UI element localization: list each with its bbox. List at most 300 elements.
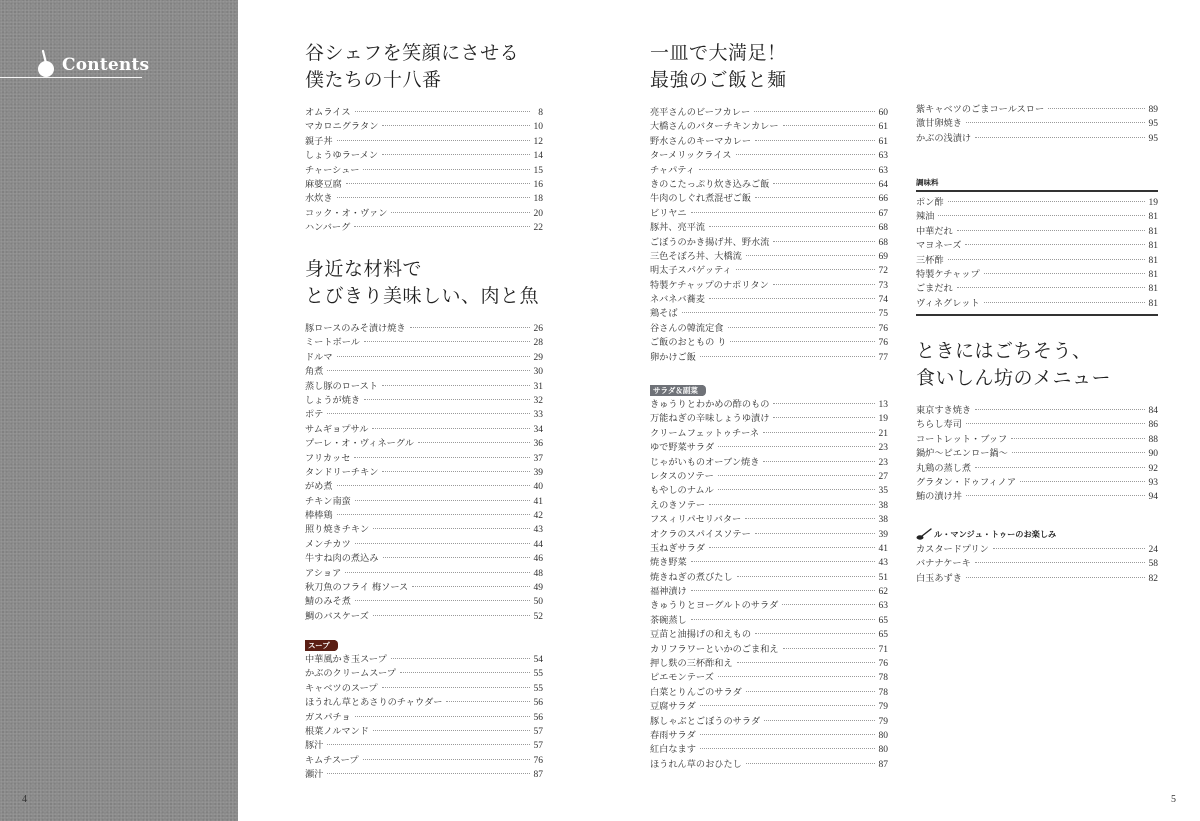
toc-entry: [916, 572, 1158, 586]
right-page-number: 5: [1171, 794, 1176, 805]
entry-title: フリカッセ: [305, 452, 351, 464]
dotted-leader: [736, 269, 875, 270]
toc-entry: [305, 466, 543, 480]
dotted-leader: [400, 672, 530, 673]
toc-entry: [650, 528, 888, 542]
dotted-leader: [691, 619, 875, 620]
entry-title: 麻婆豆腐: [305, 178, 342, 190]
entry-page-number: 68: [878, 237, 888, 248]
toc-list: [916, 543, 1158, 586]
entry-page-number: 57: [533, 726, 543, 737]
toc-entry: [650, 398, 888, 412]
section-soup: [305, 633, 543, 783]
toc-entry: [916, 254, 1158, 268]
section-heading: 谷シェフを笑顔にさせる 僕たちの十八番: [305, 42, 520, 91]
entry-page-number: 65: [878, 615, 888, 626]
dotted-leader: [355, 716, 530, 717]
entry-title: 辣油: [916, 211, 935, 223]
entry-page-number: 43: [878, 558, 888, 569]
dotted-leader: [966, 495, 1145, 496]
entry-title: ネバネバ蕎麦: [650, 294, 705, 306]
dotted-leader: [700, 705, 875, 706]
dotted-leader: [1048, 108, 1145, 109]
entry-title: 水炊き: [305, 193, 333, 205]
entry-title: オムライス: [305, 107, 351, 118]
toc-entry: [916, 225, 1158, 239]
entry-title: アショア: [305, 567, 342, 579]
entry-title: バナナケーキ: [916, 558, 971, 570]
dotted-leader: [966, 423, 1145, 424]
dotted-leader: [773, 417, 875, 418]
dotted-leader: [355, 543, 530, 544]
dotted-leader: [700, 356, 875, 357]
toc-entry: [650, 657, 888, 671]
dotted-leader: [382, 471, 530, 472]
toc-list: [305, 653, 543, 783]
dotted-leader: [754, 111, 875, 112]
dotted-leader: [373, 615, 530, 616]
dotted-leader: [763, 432, 875, 433]
toc-list: [916, 192, 1158, 316]
entry-title: しょうが焼き: [305, 394, 361, 406]
entry-page-number: 95: [1148, 133, 1158, 144]
dotted-leader: [1012, 452, 1145, 453]
entry-page-number: 81: [1148, 212, 1158, 223]
dotted-leader: [745, 518, 875, 519]
toc-entry: [916, 476, 1158, 490]
entry-title: がめ煮: [305, 481, 333, 493]
entry-page-number: 36: [533, 439, 543, 450]
toc-entry: [650, 585, 888, 599]
dotted-leader: [355, 111, 530, 112]
toc-entry: [916, 418, 1158, 432]
dotted-leader: [737, 662, 875, 663]
entry-title: かぶの浅漬け: [916, 132, 972, 144]
entry-title: きゅうりとヨーグルトのサラダ: [650, 600, 779, 612]
entry-page-number: 44: [533, 539, 543, 550]
dotted-leader: [755, 197, 875, 198]
section-meat-fish: [305, 256, 543, 624]
entry-page-number: 66: [878, 194, 888, 205]
dotted-leader: [337, 356, 530, 357]
toc-entry: [650, 192, 888, 206]
dotted-leader: [957, 287, 1145, 288]
toc-entry: [650, 264, 888, 278]
section-signature-dishes: [305, 40, 543, 236]
entry-title: 野水さんのキーマカレー: [650, 135, 752, 147]
entry-page-number: 21: [878, 428, 888, 439]
entry-page-number: 90: [1148, 449, 1158, 460]
dotted-leader: [327, 773, 530, 774]
toc-entry: [916, 196, 1158, 210]
toc-entry: [916, 543, 1158, 557]
dotted-leader: [691, 212, 875, 213]
entry-title: レタスのソテー: [650, 470, 714, 482]
dotted-leader: [755, 533, 875, 534]
entry-page-number: 23: [878, 457, 888, 468]
entry-title: 豚丼、亮平流: [650, 222, 706, 234]
dotted-leader: [773, 241, 875, 242]
section-salad-sides: [650, 378, 888, 772]
entry-title: ポン酢: [916, 197, 944, 208]
entry-page-number: 81: [1148, 255, 1158, 266]
toc-entry: [916, 462, 1158, 476]
entry-title: グラタン・ドゥフィノア: [916, 476, 1017, 488]
entry-title: 三杯酢: [916, 254, 944, 266]
entry-title: キムチスープ: [305, 754, 359, 766]
entry-title: カスタードプリン: [916, 544, 989, 555]
dotted-leader: [718, 489, 875, 490]
entry-title: 紅白なます: [650, 744, 696, 756]
entry-title: ヴィネグレット: [916, 297, 980, 309]
toc-entry: [305, 682, 543, 696]
entry-page-number: 65: [878, 630, 888, 641]
dotted-leader: [337, 514, 530, 515]
entry-page-number: 42: [533, 511, 543, 522]
dotted-leader: [382, 687, 530, 688]
entry-page-number: 54: [533, 655, 543, 665]
entry-page-number: 92: [1148, 463, 1158, 474]
dotted-leader: [354, 226, 530, 227]
toc-entry: [305, 696, 543, 710]
dotted-leader: [975, 409, 1145, 410]
dotted-leader: [391, 658, 530, 659]
dotted-leader: [730, 341, 875, 342]
dotted-leader: [1011, 438, 1145, 439]
dotted-leader: [709, 547, 875, 548]
entry-page-number: 87: [878, 759, 888, 770]
toc-entry: [305, 380, 543, 394]
dotted-leader: [382, 125, 530, 126]
toc-entry: [650, 412, 888, 426]
entry-page-number: 55: [533, 669, 543, 680]
entry-title: 牛すね肉の煮込み: [305, 553, 379, 565]
entry-title: フスィリパセリバター: [650, 514, 742, 526]
toc-entry: [305, 149, 543, 163]
dotted-leader: [783, 648, 875, 649]
toc-entry: [650, 135, 888, 149]
dotted-leader: [773, 403, 875, 404]
dotted-leader: [337, 197, 530, 198]
entry-title: ご飯のおともの り: [650, 337, 727, 349]
dotted-leader: [346, 183, 530, 184]
entry-title: キャベツのスープ: [305, 682, 378, 694]
entry-title: 白玉あずき: [916, 572, 962, 584]
entry-page-number: 39: [878, 529, 888, 540]
entry-title: かぶのクリームスープ: [305, 668, 396, 680]
entry-title: 親子丼: [305, 135, 333, 147]
section-special-menu: [916, 338, 1158, 505]
dotted-leader: [691, 561, 875, 562]
dotted-leader: [718, 676, 875, 677]
entry-title: 特製ケチャップ: [916, 268, 980, 280]
entry-page-number: 43: [533, 525, 543, 536]
entry-page-number: 18: [533, 194, 543, 205]
entry-page-number: 62: [878, 587, 888, 598]
entry-title: しょうゆラーメン: [305, 150, 379, 162]
entry-title: 鯛のバスケーズ: [305, 610, 369, 622]
toc-entry: [305, 725, 543, 739]
entry-page-number: 24: [1148, 545, 1158, 555]
toc-entry: [650, 207, 888, 221]
toc-entry: [305, 768, 543, 782]
toc-entry: [305, 495, 543, 509]
entry-page-number: 46: [533, 554, 543, 565]
section-seasoning: [916, 177, 1158, 316]
entry-page-number: 56: [533, 698, 543, 709]
entry-title: 福神漬け: [650, 586, 687, 598]
entry-page-number: 49: [533, 583, 543, 594]
entry-page-number: 75: [878, 309, 888, 320]
entry-title: ミートボール: [305, 337, 360, 349]
entry-title: 特製ケチャップのナポリタン: [650, 279, 769, 291]
entry-page-number: 40: [533, 482, 543, 493]
section-treats: [916, 527, 1158, 586]
entry-page-number: 41: [533, 496, 543, 507]
entry-title: 豆腐サラダ: [650, 701, 696, 713]
entry-title: チャーシュー: [305, 164, 360, 176]
entry-page-number: 61: [878, 136, 888, 147]
toc-entry: [305, 423, 543, 437]
entry-page-number: 72: [878, 266, 888, 277]
toc-entry: [650, 729, 888, 743]
entry-page-number: 28: [533, 338, 543, 349]
dotted-leader: [975, 137, 1145, 138]
entry-title: 豚しゃぶとごぼうのサラダ: [650, 715, 761, 727]
entry-page-number: 71: [878, 644, 888, 655]
toc-entry: [650, 758, 888, 772]
entry-page-number: 80: [878, 745, 888, 756]
dotted-leader: [773, 183, 875, 184]
entry-title: 卵かけご飯: [650, 351, 696, 363]
entry-title: タンドリーチキン: [305, 466, 379, 478]
entry-title: 焼きねぎの煮びたし: [650, 571, 733, 583]
entry-page-number: 76: [878, 659, 888, 670]
toc-entry: [650, 628, 888, 642]
entry-page-number: 22: [533, 223, 543, 234]
entry-title: 中華風かき玉スープ: [305, 654, 387, 665]
entry-page-number: 76: [878, 338, 888, 349]
dotted-leader: [966, 122, 1145, 123]
entry-title: 白菜とりんごのサラダ: [650, 686, 742, 698]
dotted-leader: [709, 226, 875, 227]
dotted-leader: [728, 327, 876, 328]
dotted-leader: [363, 759, 530, 760]
dotted-leader: [354, 457, 530, 458]
dotted-leader: [764, 720, 875, 721]
toc-entry: [305, 207, 543, 221]
entry-page-number: 87: [533, 770, 543, 781]
entry-title: マカロニグラタン: [305, 121, 379, 133]
entry-page-number: 16: [533, 179, 543, 190]
dotted-leader: [327, 413, 530, 414]
toc-entry: [650, 456, 888, 470]
entry-page-number: 13: [878, 400, 888, 410]
entry-title: 三色そぼろ丼、大橋流: [650, 250, 742, 262]
entry-page-number: 81: [1148, 269, 1158, 280]
contents-title: [0, 50, 150, 78]
entry-page-number: 64: [878, 179, 888, 190]
entry-title: ほうれん草のおひたし: [650, 758, 742, 770]
dotted-leader: [737, 576, 875, 577]
section-rice-noodles: [650, 40, 888, 365]
dotted-leader: [984, 302, 1145, 303]
dotted-leader: [372, 428, 530, 429]
section-salad-continued: [916, 103, 1158, 146]
dotted-leader: [700, 748, 875, 749]
entry-page-number: 61: [878, 122, 888, 133]
toc-entry: [650, 106, 888, 120]
entry-page-number: 63: [878, 151, 888, 162]
entry-page-number: 57: [533, 741, 543, 752]
dotted-leader: [755, 140, 875, 141]
entry-page-number: 79: [878, 702, 888, 713]
toc-entry: [305, 394, 543, 408]
toc-entry: [916, 103, 1158, 117]
entry-page-number: 94: [1148, 492, 1158, 503]
entry-page-number: 23: [878, 443, 888, 454]
entry-title: 東京すき焼き: [916, 405, 972, 416]
toc-entry: [305, 106, 543, 120]
toc-entry: [916, 268, 1158, 282]
entry-title: 照り焼きチキン: [305, 524, 370, 536]
toc-entry: [305, 523, 543, 537]
entry-title: もやしのナムル: [650, 485, 714, 497]
dotted-leader: [948, 201, 1145, 202]
entry-title: 豆苗と油揚げの和えもの: [650, 629, 752, 641]
entry-page-number: 73: [878, 280, 888, 291]
toc-entry: [650, 178, 888, 192]
left-page-number: 4: [22, 794, 27, 805]
entry-page-number: 76: [533, 755, 543, 766]
toc-entry: [650, 120, 888, 134]
entry-page-number: 81: [1148, 298, 1158, 309]
toc-entry: [650, 499, 888, 513]
entry-page-number: 20: [533, 208, 543, 219]
toc-entry: [305, 754, 543, 768]
dotted-leader: [373, 730, 530, 731]
entry-page-number: 14: [533, 151, 543, 162]
entry-page-number: 38: [878, 500, 888, 511]
entry-title: 瀬汁: [305, 769, 324, 781]
dotted-leader: [746, 255, 875, 256]
toc-list: [305, 106, 543, 236]
entry-title: えのきソテー: [650, 499, 706, 511]
entry-page-number: 26: [533, 324, 543, 334]
toc-entry: [650, 571, 888, 585]
entry-title: プーレ・オ・ヴィネーグル: [305, 438, 414, 450]
entry-page-number: 60: [878, 108, 888, 118]
section-heading: ときにはごちそう、 食いしん坊のメニュー: [916, 340, 1112, 389]
entry-title: 大橋さんのバターチキンカレー: [650, 121, 779, 133]
dotted-leader: [373, 528, 530, 529]
toc-entry: [916, 282, 1158, 296]
treats-heading: ル・マンジュ・トゥーのお楽しみ: [916, 527, 1158, 541]
toc-entry: [305, 509, 543, 523]
entry-title: きゅうりとわかめの酢のもの: [650, 399, 770, 410]
dotted-leader: [773, 284, 875, 285]
toc-list: [916, 103, 1158, 146]
entry-title: ごまだれ: [916, 283, 953, 295]
dotted-leader: [938, 215, 1145, 216]
dotted-leader: [965, 244, 1145, 245]
entry-page-number: 30: [533, 367, 543, 378]
dotted-leader: [327, 744, 530, 745]
toc-entry: [916, 210, 1158, 224]
entry-title: 焼き野菜: [650, 557, 687, 569]
entry-title: メンチカツ: [305, 538, 351, 550]
dotted-leader: [755, 633, 875, 634]
toc-entry: [305, 552, 543, 566]
entry-page-number: 15: [533, 165, 543, 176]
toc-entry: [650, 700, 888, 714]
entry-title: ポテ: [305, 409, 324, 421]
entry-title: 秋刀魚のフライ 梅ソース: [305, 582, 409, 594]
dotted-leader: [782, 604, 875, 605]
entry-page-number: 48: [533, 568, 543, 579]
dotted-leader: [746, 691, 875, 692]
entry-title: 蒸し豚のロースト: [305, 380, 379, 392]
entry-title: チャパティ: [650, 164, 695, 176]
entry-page-number: 8: [538, 108, 543, 118]
entry-title: 明太子スパゲッティ: [650, 265, 732, 277]
dotted-leader: [975, 467, 1145, 468]
entry-title: ビリヤニ: [650, 207, 687, 219]
entry-page-number: 37: [533, 453, 543, 464]
toc-entry: [650, 686, 888, 700]
entry-title: ハンバーグ: [305, 222, 351, 234]
dotted-leader: [682, 312, 875, 313]
entry-page-number: 55: [533, 683, 543, 694]
entry-page-number: 51: [878, 572, 888, 583]
entry-page-number: 52: [533, 611, 543, 622]
toc-entry: [305, 178, 543, 192]
dotted-leader: [337, 485, 530, 486]
dotted-leader: [691, 590, 875, 591]
entry-title: ごぼうのかき揚げ丼、野水流: [650, 236, 770, 248]
toc-entry: [650, 149, 888, 163]
toc-entry: [650, 250, 888, 264]
toc-entry: [916, 132, 1158, 146]
toc-entry: [305, 437, 543, 451]
dotted-leader: [410, 327, 530, 328]
toc-entry: [650, 671, 888, 685]
dotted-leader: [418, 442, 530, 443]
toc-entry: [650, 236, 888, 250]
dotted-leader: [382, 154, 530, 155]
dotted-leader: [718, 446, 875, 447]
toc-entry: [650, 221, 888, 235]
toc-entry: [305, 711, 543, 725]
entry-title: ターメリックライス: [650, 150, 732, 162]
entry-title: 根菜ノルマンド: [305, 725, 369, 737]
toc-entry: [916, 490, 1158, 504]
toc-entry: [650, 441, 888, 455]
entry-page-number: 67: [878, 208, 888, 219]
toc-entry: [916, 433, 1158, 447]
toc-entry: [650, 484, 888, 498]
entry-title: ドルマ: [305, 351, 333, 363]
entry-page-number: 69: [878, 251, 888, 262]
dotted-leader: [948, 259, 1145, 260]
toc-entry: [305, 365, 543, 379]
entry-title: 鶏そば: [650, 308, 678, 320]
entry-page-number: 80: [878, 730, 888, 741]
entry-title: 角煮: [305, 366, 324, 378]
entry-title: 鍋炉〜ピエンロー鍋〜: [916, 448, 1008, 460]
entry-title: 丸鶏の蒸し煮: [916, 462, 972, 474]
entry-page-number: 95: [1148, 119, 1158, 130]
